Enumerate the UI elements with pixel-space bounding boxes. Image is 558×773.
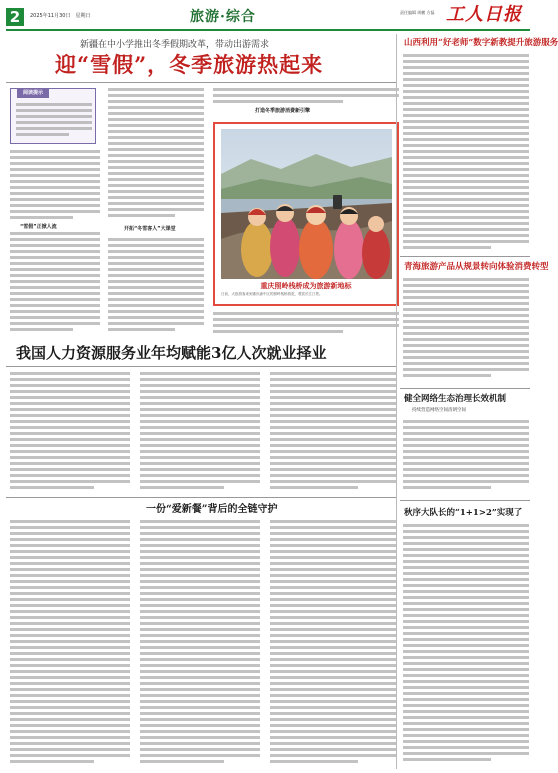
story2-rule	[6, 366, 396, 367]
page-number: 2	[6, 8, 24, 26]
story3-top-rule	[6, 497, 396, 498]
lead-body-col-3-bottom	[213, 312, 399, 338]
story2-body-col-1	[10, 372, 130, 492]
right-story3-subhead: 持续营造网络空间清朗空间	[412, 408, 466, 413]
lead-kicker: 新疆在中小学推出冬季假期改革，带动出游需求	[80, 40, 270, 50]
right-story4-headline[interactable]: 秋序大队长的“1+1>2”实现了	[404, 508, 523, 518]
story3-body-col-2	[140, 520, 260, 768]
header-rule	[6, 29, 530, 31]
lead-body-col-1	[10, 150, 100, 338]
section-title: 旅游·综合	[190, 9, 256, 25]
right-story2-headline[interactable]: 青海旅游产品从规景转向体验消费转型	[404, 262, 549, 272]
editors: 责任编辑 周鹏 方磊	[400, 10, 435, 15]
lead-rule	[6, 82, 396, 83]
right-story3-body	[403, 420, 529, 494]
lead-headline[interactable]: 迎“雪假”，冬季旅游热起来	[55, 52, 324, 77]
right-story1-headline[interactable]: 山西利用“好老师”数字新教提升旅游服务	[404, 38, 558, 48]
right-rule-1	[400, 256, 530, 257]
right-story4-body	[403, 524, 529, 768]
right-story3-headline[interactable]: 健全网络生态治理长效机制	[404, 394, 507, 404]
right-rule-2	[400, 388, 530, 389]
photo-caption-title: 重庆照岭栈桥成为旅游新地标	[260, 282, 352, 290]
masthead-logo: 工人日报	[446, 4, 522, 25]
issue-date: 2025年11月30日 星期日	[30, 13, 91, 19]
reading-tips-text	[16, 103, 92, 141]
column-separator	[396, 34, 397, 769]
news-photo-frame	[213, 122, 399, 306]
story3-headline[interactable]: 一份“爱新餐”背后的全链守护	[146, 504, 278, 515]
lead-subhead-2: 打造冬季旅游消费新引擎	[255, 108, 311, 114]
lead-body-col-2	[108, 88, 204, 338]
lead-subhead-3: “雪假”正掀人流	[20, 224, 57, 230]
story3-body-col-3	[270, 520, 396, 768]
right-story2-body	[403, 278, 529, 386]
lead-body-col-3-top	[213, 88, 399, 106]
reading-tips-box	[10, 88, 96, 144]
news-photo	[221, 129, 392, 279]
story2-body-col-3	[270, 372, 396, 492]
reading-tips-label: 阅读提示	[17, 88, 49, 98]
lead-subhead-1: 开拓“冬雪客人”大课堂	[124, 226, 176, 232]
story2-headline[interactable]: 我国人力资源服务业年均赋能3亿人次就业择业	[16, 344, 327, 362]
right-rule-3	[400, 500, 530, 501]
photo-caption-text: 日前，大批游客来到重庆渝中区的照岭栈桥游览，观赏长江江景。	[221, 292, 323, 296]
story3-body-col-1	[10, 520, 130, 768]
right-story1-body	[403, 54, 529, 254]
story2-body-col-2	[140, 372, 260, 492]
